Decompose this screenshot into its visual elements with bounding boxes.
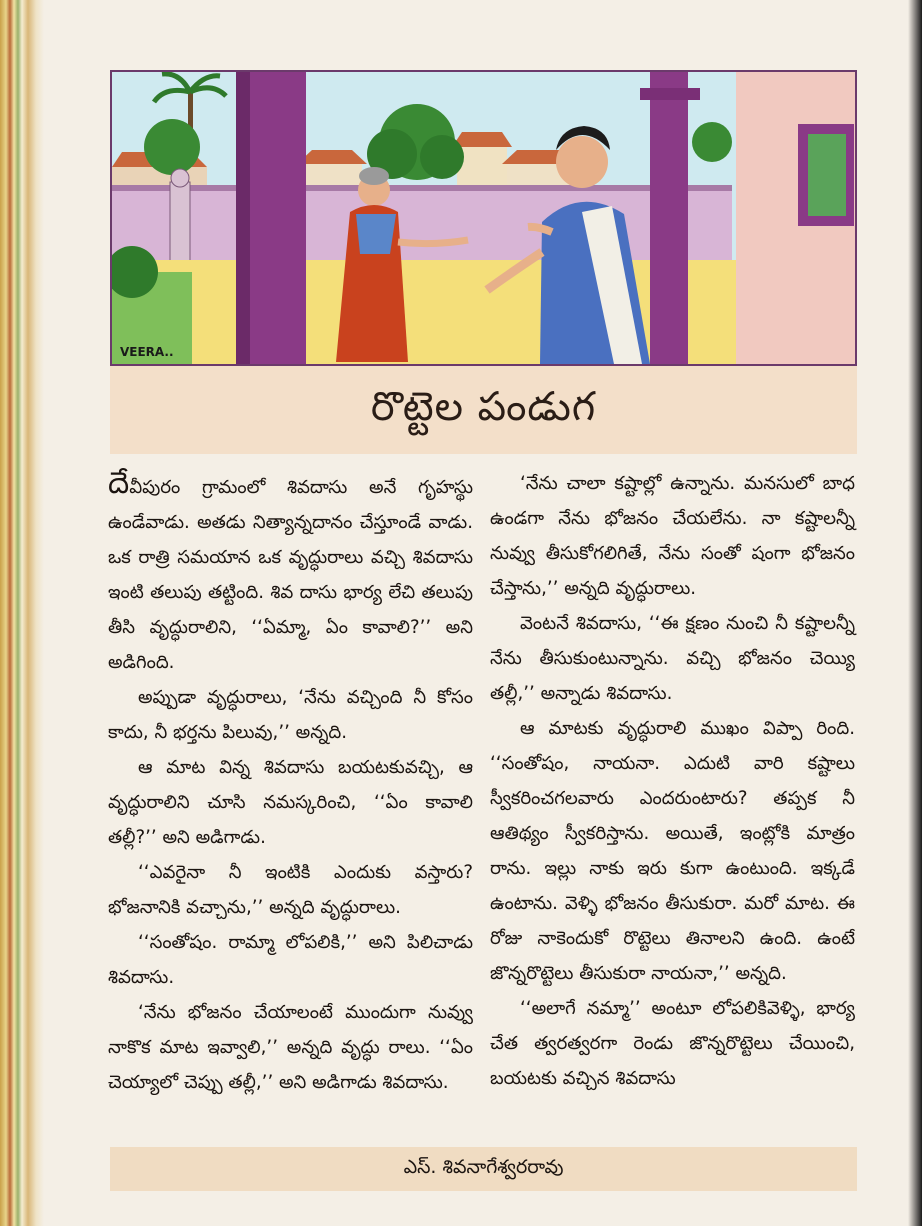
paragraph: ‘నేను భోజనం చేయాలంటే ముందుగా నువ్వు నాకొక మాట ఇవ్వాలి,’’ అన్నది వృద్ధు రాలు. ‘‘ఏం చెయ్యాలో చెప్పు తల్లీ,’’ అని అడిగాడు శివదాసు.	[108, 1002, 473, 1093]
paragraph: ‘‘ఎవరైనా నీ ఇంటికి ఎందుకు వస్తారు? భోజనానికి వచ్చాను,’’ అన్నది వృద్ధురాలు.	[108, 862, 473, 918]
paragraph: వెంటనే శివదాసు, ‘‘ఈ క్షణం నుంచి నీ కష్టాలన్నీ నేను తీసుకుంటున్నాను. వచ్చి భోజనం చెయ్యి తల్లీ,’’ అన్నాడు శివదాసు.	[490, 613, 855, 704]
right-text-column	[490, 466, 855, 1096]
paragraph: ‘నేను చాలా కష్టాల్లో ఉన్నాను. మనసులో బాధ ఉండగా నేను భోజనం చేయలేను. నా కష్టాలన్నీ నువ్వు తీసుకోగలిగితే, నేను సంతో షంగా భోజనం చేస్తాను,’’ అన్నది వృద్ధురాలు.	[490, 473, 855, 599]
scan-right-edge	[908, 0, 922, 1226]
paragraph: ఆ మాటకు వృద్ధురాలి ముఖం విప్పా రింది. ‘‘సంతోషం, నాయనా. ఎదుటి వారి కష్టాలు స్వీకరించగలవారు ఎందరుంటారు? తప్పక నీ ఆతిథ్యం స్వీకరిస్తాను. అయితే, ఇంట్లోకి మాత్రం రాను. ఇల్లు నాకు ఇరు కుగా ఉంటుంది. ఇక్కడే ఉంటాను. వెళ్ళి భోజనం తీసుకురా. మరో మాట. ఈ రోజు నాకెందుకో రొట్టెలు తినాలని ఉంది. ఉంటే జొన్నరొట్టెలు తీసుకురా నాయనా,’’ అన్నది.	[490, 718, 855, 984]
story-illustration	[110, 70, 857, 366]
paragraph: దేవీపురం గ్రామంలో శివదాసు అనే గృహస్థు ఉండేవాడు. అతడు నిత్యాన్నదానం చేస్తూండే వాడు. ఒక రాత్రి సమయాన ఒక వృద్ధురాలు వచ్చి శివదాసు ఇంటి తలుపు తట్టింది. శివ దాసు భార్య లేచి తలుపు తీసి వృద్ధురాలిని, ‘‘ఏమ్మా, ఏం కావాలి?’’ అని అడిగింది.	[108, 466, 473, 673]
paragraph: అప్పుడా వృద్ధురాలు, ‘నేను వచ్చింది నీ కోసం కాదు, నీ భర్తను పిలువు,’’ అన్నది.	[108, 687, 473, 743]
paragraph: ‘‘అలాగే నమ్మా’’ అంటూ లోపలికివెళ్ళి, భార్య చేత త్వరత్వరగా రెండు జొన్నరొట్టెలు చేయించి, బయటకు వచ్చిన శివదాసు	[490, 998, 855, 1089]
story-title: రొట్టెల పండుగ	[370, 384, 597, 430]
paragraph: ‘‘సంతోషం. రామ్మా లోపలికి,’’ అని పిలిచాడు శివదాసు.	[108, 932, 473, 988]
author-band	[110, 1147, 857, 1191]
left-text-column	[108, 466, 473, 1100]
author-name: ఎస్. శివనాగేశ్వరరావు	[403, 1156, 564, 1178]
paragraph: ఆ మాట విన్న శివదాసు బయటకువచ్చి, ఆ వృద్ధురాలిని చూసి నమస్కరించి, ‘‘ఏం కావాలి తల్లీ?’’ అని అడిగాడు.	[108, 757, 473, 848]
magazine-page-edges	[0, 0, 44, 1226]
artist-signature: VEERA..	[120, 345, 174, 359]
title-band	[110, 366, 857, 454]
